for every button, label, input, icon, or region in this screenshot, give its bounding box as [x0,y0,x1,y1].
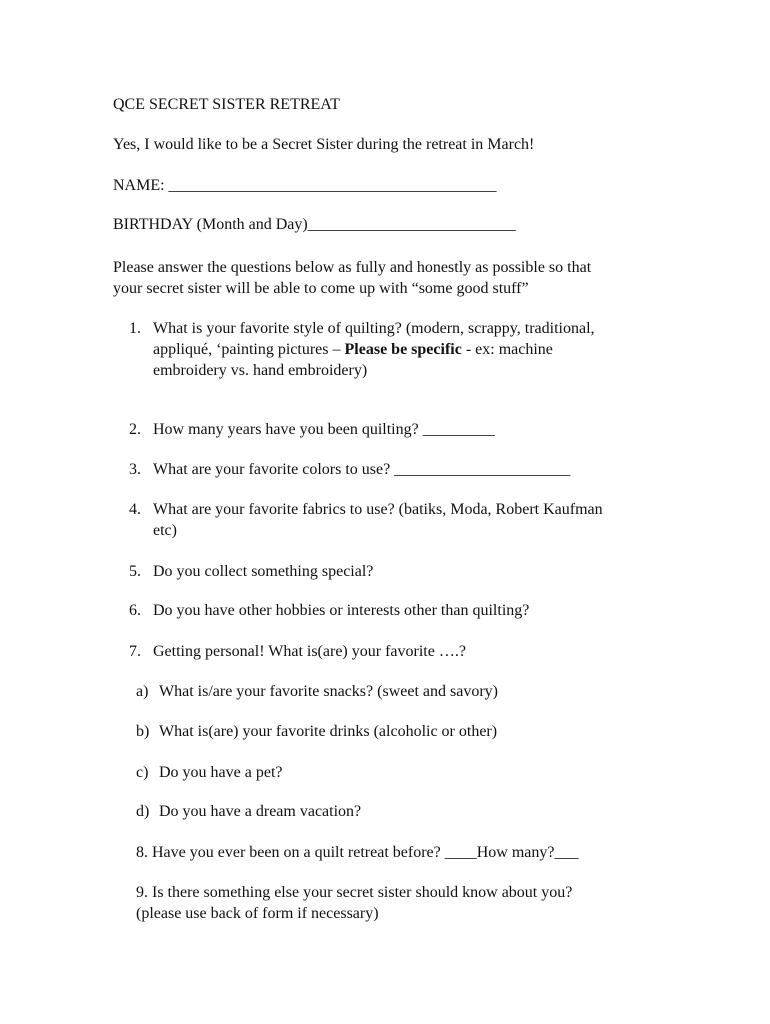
question-1-line-3: embroidery vs. hand embroidery) [153,362,368,379]
question-7b-text: What is(are) your favorite drinks (alcoholic or other) [159,723,498,740]
name-field: NAME: _________________________________________ [113,177,497,194]
question-8-text: 8. Have you ever been on a quilt retreat before? ____How many?___ [136,844,579,861]
question-3-text: What are your favorite colors to use? ______________________ [153,461,571,478]
question-1-line-2-end: - ex: machine [461,341,553,358]
question-1-number: 1. [129,320,141,337]
question-4-line-1: What are your favorite fabrics to use? (batiks, Moda, Robert Kaufman [153,501,603,518]
question-1-line-1: What is your favorite style of quilting? (modern, scrappy, traditional, [153,320,595,337]
instructions-line-2: your secret sister will be able to come up with “some good stuff” [113,280,529,297]
intro-text: Yes, I would like to be a Secret Sister during the retreat in March! [113,136,535,153]
birthday-field: BIRTHDAY (Month and Day)__________________________ [113,216,516,233]
question-7d-label: d) [136,803,150,820]
question-1-line-2 [153,339,553,360]
question-5-number: 5. [129,563,141,580]
question-4-number: 4. [129,501,141,518]
question-1-line-2-start: appliqué, ‘painting pictures – [153,341,345,358]
question-2-text: How many years have you been quilting? _________ [153,421,495,438]
question-7b-label: b) [136,723,150,740]
question-6-text: Do you have other hobbies or interests other than quilting? [153,602,530,619]
question-1-emphasis: Please be specific [344,341,462,358]
question-7d-text: Do you have a dream vacation? [159,803,362,820]
question-7-text: Getting personal! What is(are) your favorite ….? [153,643,466,660]
question-4-line-2: etc) [153,522,177,539]
question-7c-label: c) [136,764,149,781]
question-9-line-1: 9. Is there something else your secret sister should know about you? [136,884,573,901]
question-7c-text: Do you have a pet? [159,764,283,781]
question-6-number: 6. [129,602,141,619]
form-title: QCE SECRET SISTER RETREAT [113,96,340,113]
question-2-number: 2. [129,421,141,438]
question-7-number: 7. [129,643,141,660]
question-7a-label: a) [136,683,149,700]
question-7a-text: What is/are your favorite snacks? (sweet and savory) [159,683,498,700]
question-3-number: 3. [129,461,141,478]
question-5-text: Do you collect something special? [153,563,374,580]
question-9-line-2: (please use back of form if necessary) [136,905,379,922]
instructions-line-1: Please answer the questions below as fully and honestly as possible so that [113,259,592,276]
